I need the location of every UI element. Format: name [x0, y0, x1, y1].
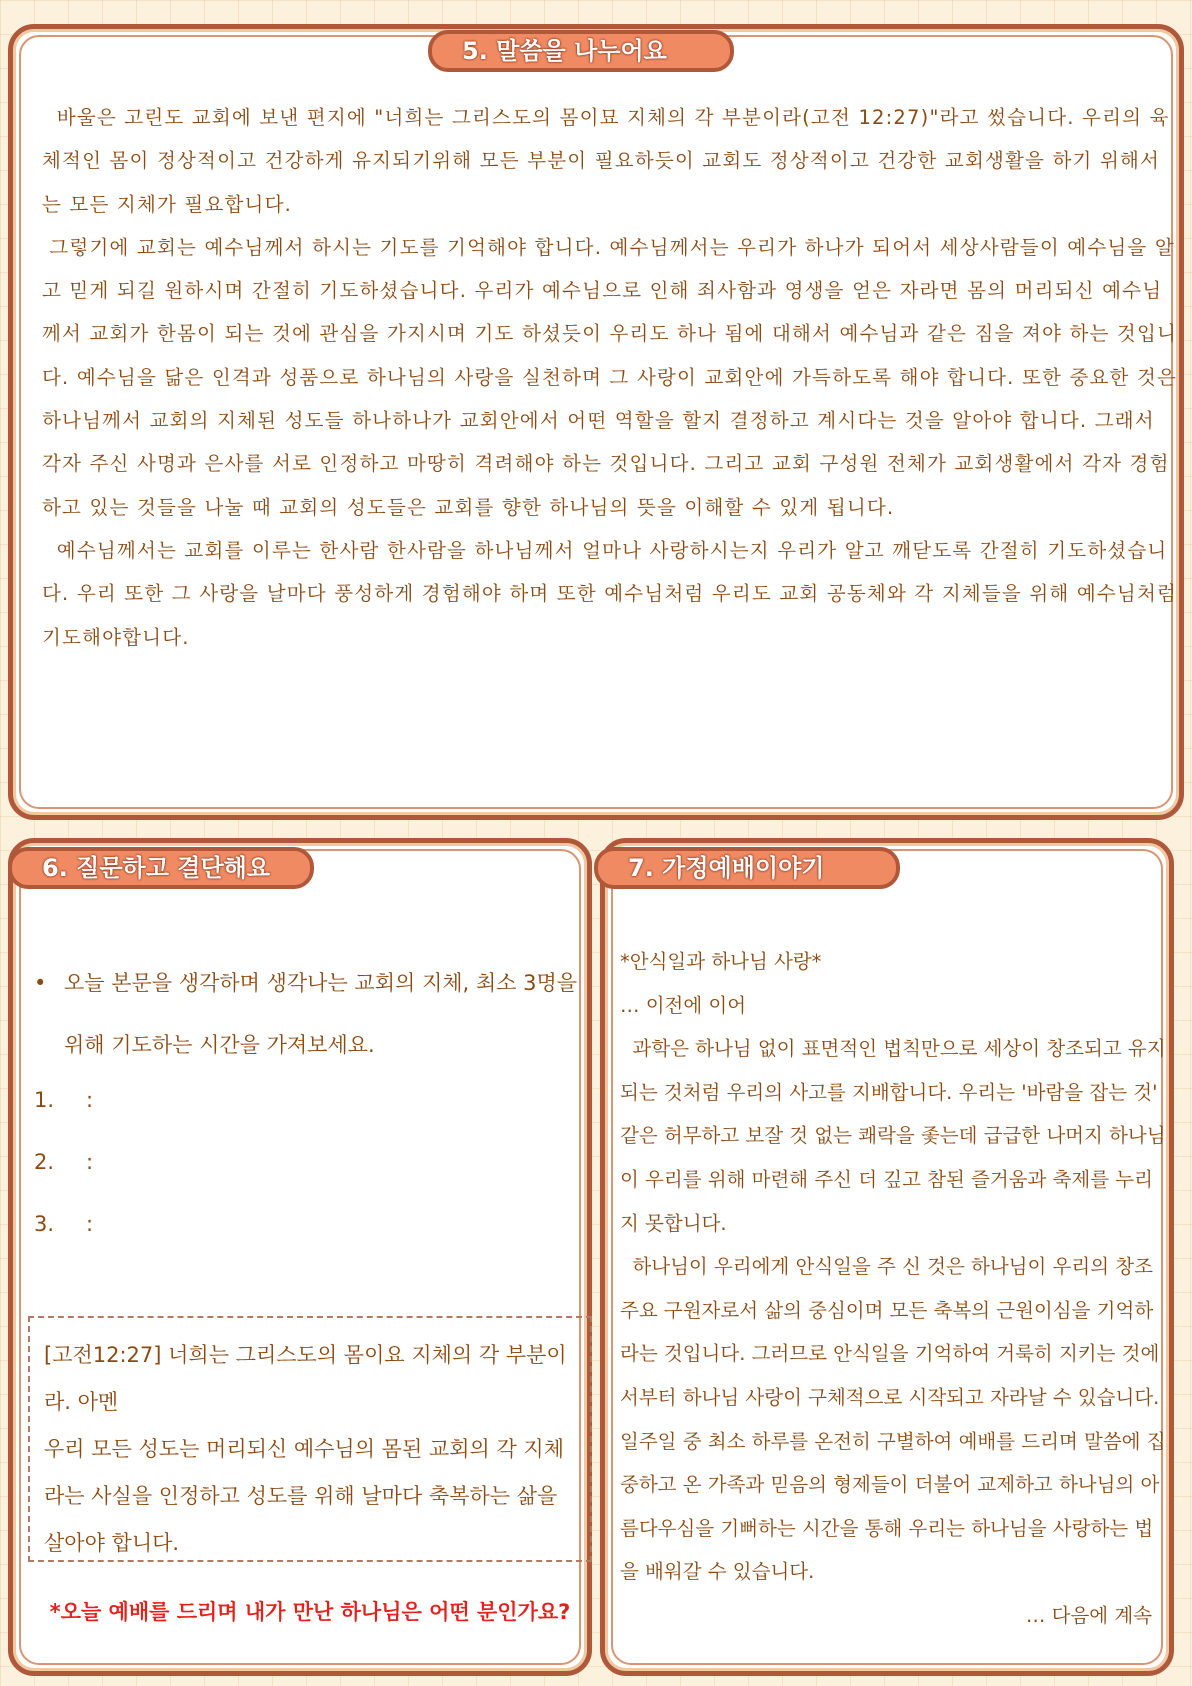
item-colon: : [86, 1088, 94, 1112]
continued-from: … 이전에 이어 [620, 993, 747, 1017]
prayer-question-text: 오늘 본문을 생각하며 생각나는 교회의 지체, 최소 3명을 위해 기도하는 시간을 가져보세요. [64, 971, 578, 1057]
list-item [34, 1150, 94, 1174]
list-item [34, 1088, 94, 1112]
verse-application: 우리 모든 성도는 머리되신 예수님의 몸된 교회의 각 지체라는 사실을 인정하고 성도를 위해 날마다 축복하는 삶을 살아야 합니다. [44, 1437, 564, 1555]
prayer-question [34, 952, 594, 1076]
item-number: 2. [34, 1150, 55, 1174]
section-5-paragraph: 그렇기에 교회는 예수님께서 하시는 기도를 기억해야 합니다. 예수님께서는 우리가 하나가 되어서 세상사람들이 예수님을 알고 믿게 되길 원하시며 간절히 기도하셨습니다. 우리가 예수님으로 인해 죄사함과 영생을 얻은 자라면 몸의 머리되신 예수님께서 교회가 한몸이 되는 것에 관심을 가지시며 기도 하셨듯이 우리도 하나 됨에 대해서 예수님과 같은 짐을 져야 하는 것입니다. 예수님을 닮은 인격과 성품으로 하나님의 사랑을 실천하며 그 사랑이 교회안에 가득하도록 해야 합니다. 또한 중요한 것은 하나님께서 교회의 지체된 성도들 하나하나가 교회안에서 어떤 역할을 할지 결정하고 계시다는 것을 알아야 합니다. 그래서 각자 주신 사명과 은사를 서로 인정하고 마땅히 격려해야 하는 것입니다. 그리고 교회 구성원 전체가 교회생활에서 각자 경험하고 있는 것들을 나눌 때 교회의 성도들은 교회를 향한 하나님의 뜻을 이해할 수 있게 됩니다. [42, 235, 1178, 519]
section-5-body [42, 96, 1178, 659]
continued-next: … 다음에 계속 [1025, 1603, 1152, 1627]
section-7-title: 7. 가정예배이야기 [594, 847, 900, 889]
section-7-paragraph: 하나님이 우리에게 안식일을 주 신 것은 하나님이 우리의 창조주요 구원자로서 삶의 중심이며 모든 축복의 근원이심을 기억하라는 것입니다. 그러므로 안식일을 기억하여 거룩히 지키는 것에서부터 하나님 사랑이 구체적으로 시작되고 자라날 수 있습니다. 일주일 중 최소 하루를 온전히 구별하여 예배를 드리며 말씀에 집중하고 온 가족과 믿음의 형제들이 더불어 교제하고 하나님의 아름다우심을 기뻐하는 시간을 통해 우리는 하나님을 사랑하는 법을 배워갈 수 있습니다. [620, 1255, 1166, 1584]
section-7-body [620, 940, 1168, 1638]
section-5-title: 5. 말씀을 나누어요 [428, 30, 734, 72]
story-subtitle: *안식일과 하나님 사랑* [620, 950, 822, 973]
item-colon: : [86, 1212, 94, 1236]
memory-verse: [고전12:27] 너희는 그리스도의 몸이요 지체의 각 부분이라. 아멘 [44, 1343, 567, 1414]
section-5-paragraph: 바울은 고린도 교회에 보낸 편지에 "너희는 그리스도의 몸이묘 지체의 각 부분이라(고전 12:27)"라고 썼습니다. 우리의 육체적인 몸이 정상적이고 건강하게 유지되기위해 모든 부분이 필요하듯이 교회도 정상적이고 건강한 교회생활을 하기 위해서는 모든 지체가 필요합니다. [42, 106, 1170, 216]
list-item [34, 1212, 94, 1236]
item-number: 3. [34, 1212, 55, 1236]
section-5-paragraph: 예수님께서는 교회를 이루는 한사람 한사람을 하나님께서 얼마나 사랑하시는지 우리가 알고 깨닫도록 간절히 기도하셨습니다. 우리 또한 그 사랑을 날마다 풍성하게 경험해야 하며 또한 예수님처럼 우리도 교회 공동체와 각 지체들을 위해 예수님처럼 기도해야합니다. [42, 538, 1178, 649]
bullet-icon: • [34, 971, 47, 995]
section-6-title: 6. 질문하고 결단해요 [8, 847, 314, 889]
item-number: 1. [34, 1088, 55, 1112]
item-colon: : [86, 1150, 94, 1174]
memory-verse-box [28, 1316, 592, 1562]
section-7-paragraph: 과학은 하나님 없이 표면적인 법칙만으로 세상이 창조되고 유지되는 것처럼 우리의 사고를 지배합니다. 우리는 '바람을 잡는 것' 같은 허무하고 보잘 것 없는 쾌락을 좇는데 급급한 나머지 하나님이 우리를 위해 마련해 주신 더 깊고 참된 즐거움과 축제를 누리지 못합니다. [620, 1037, 1166, 1235]
closing-question: *오늘 예배를 드리며 내가 만난 하나님은 어떤 분인가요? [49, 1600, 571, 1624]
